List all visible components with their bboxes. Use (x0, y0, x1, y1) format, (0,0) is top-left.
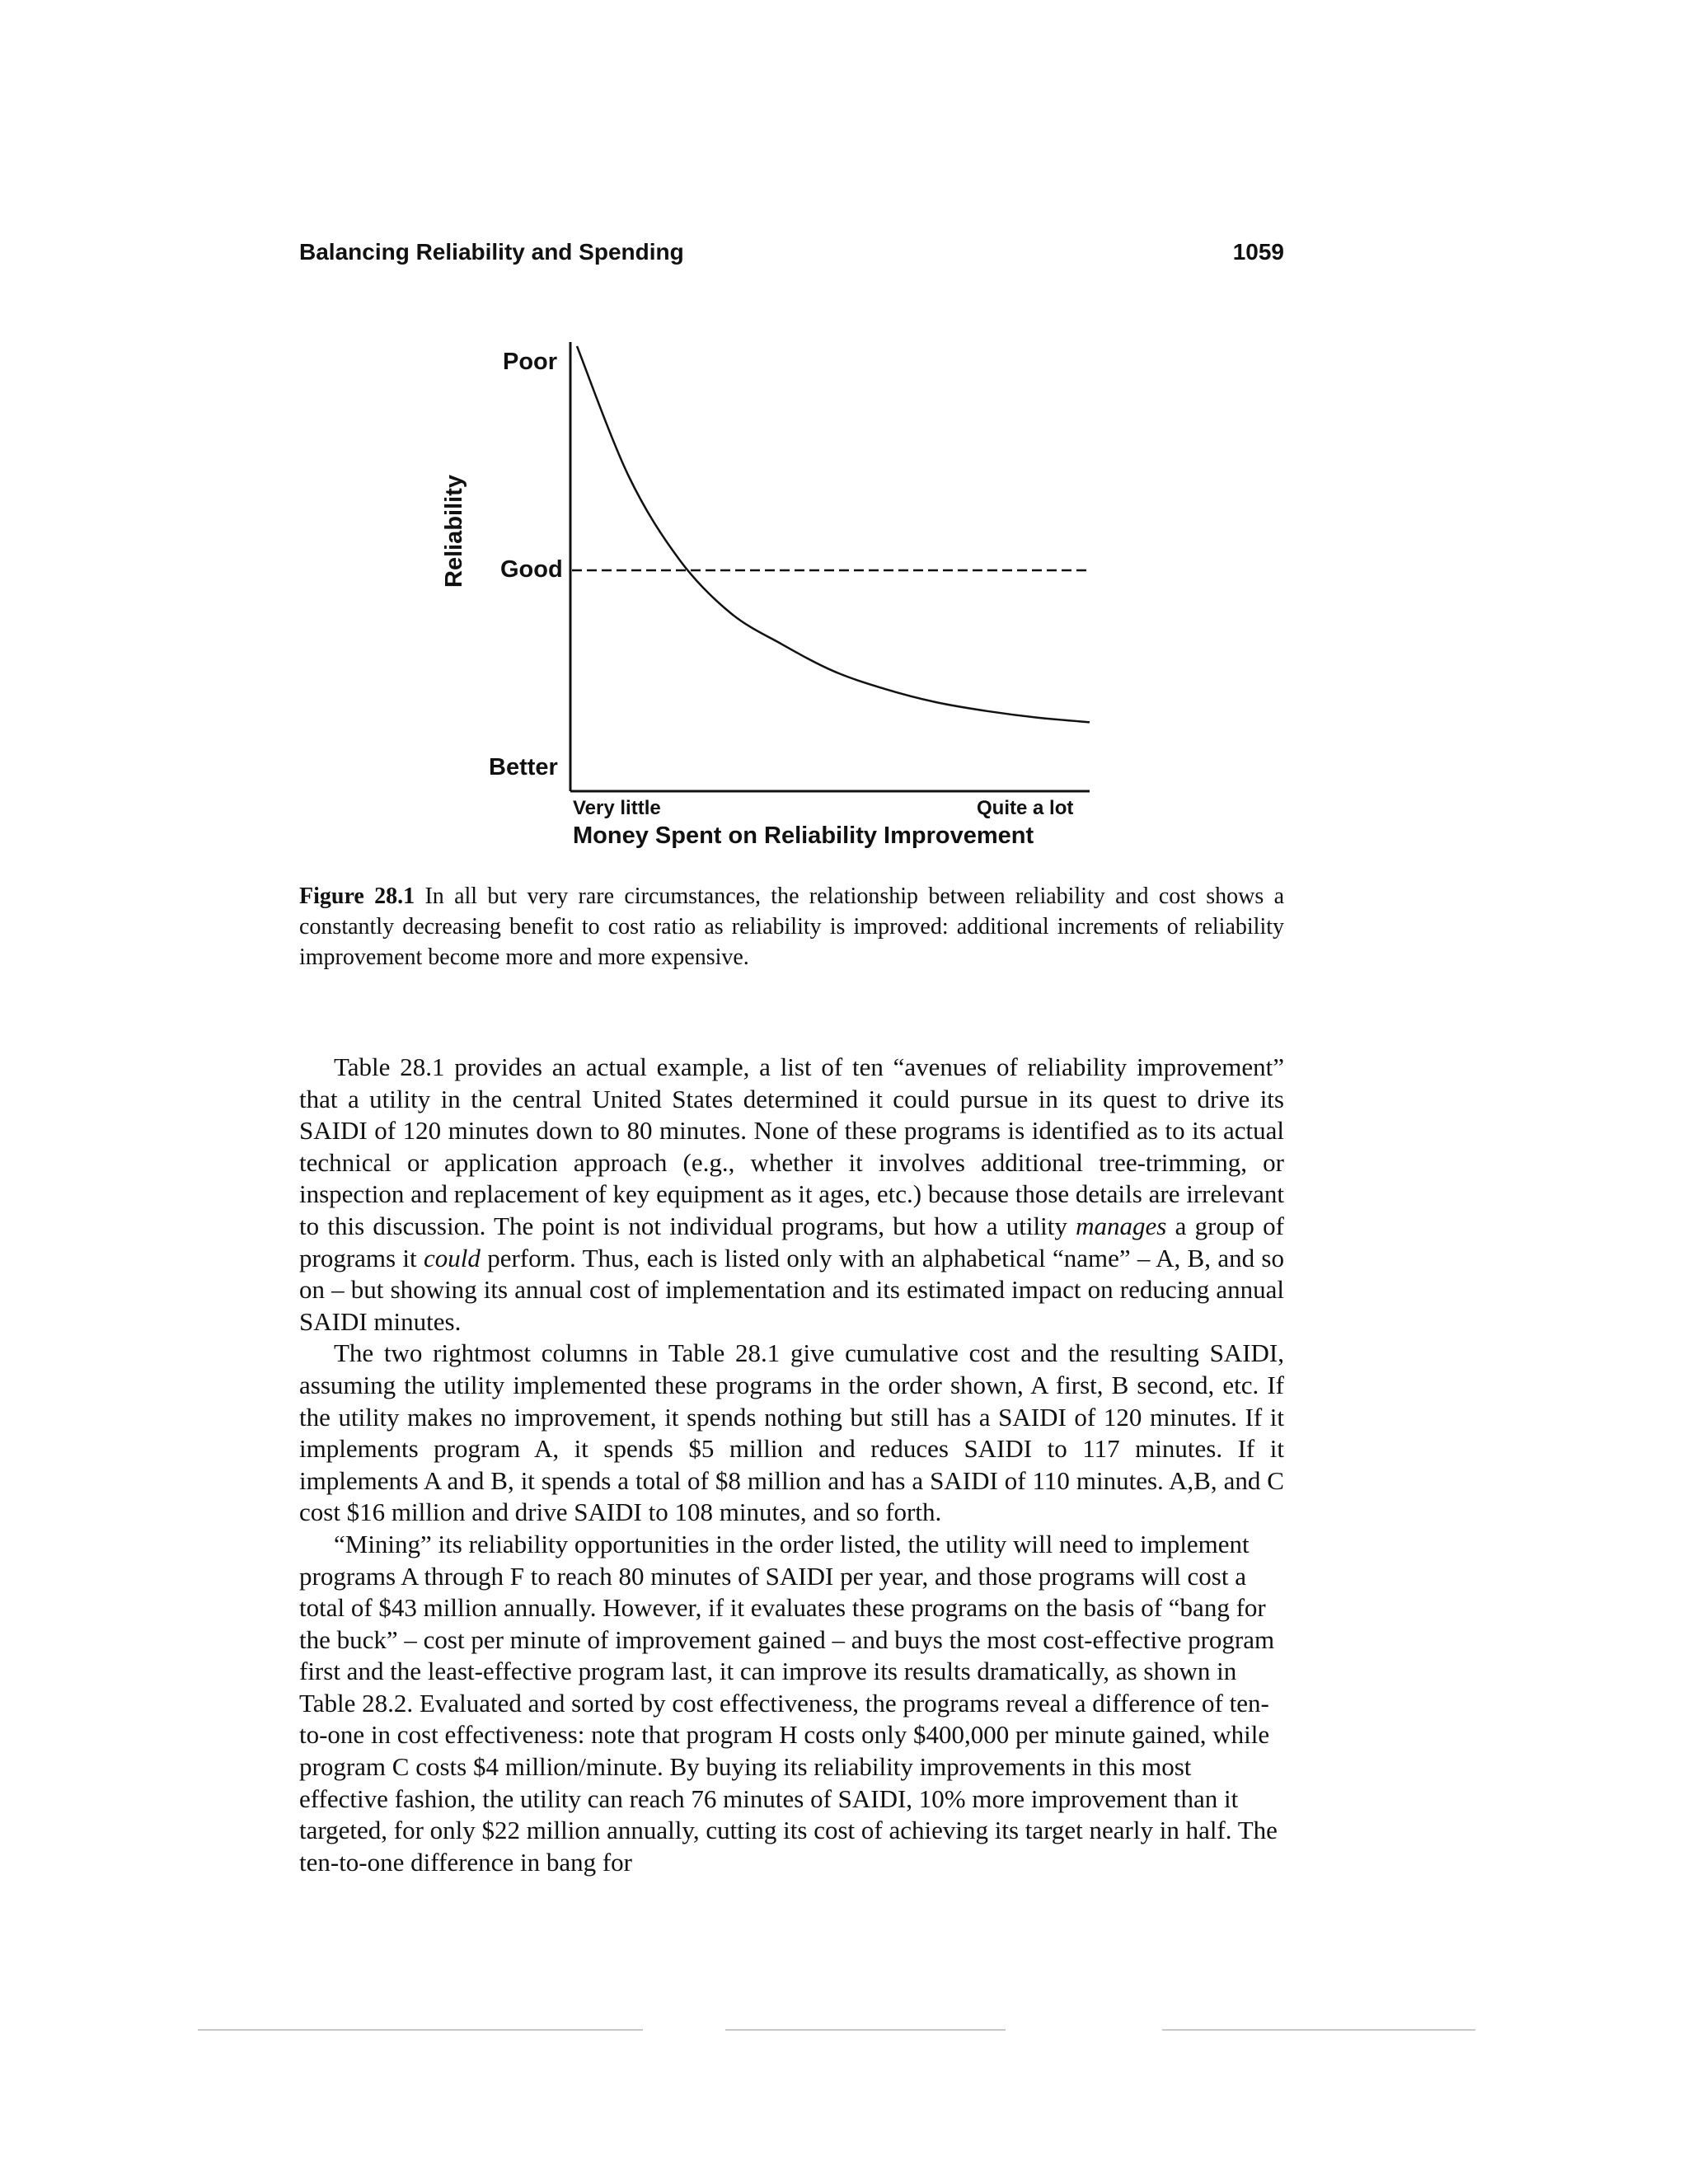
y-level-poor: Poor (503, 349, 558, 375)
emphasis-manages: manages (1076, 1211, 1167, 1240)
scan-artifact-line (198, 2029, 643, 2031)
y-level-better: Better (489, 754, 558, 780)
figure-caption (299, 881, 1284, 972)
caption-text: In all but very rare circumstances, the relationship between reliability and cost shows a constantly decreasing benefit to cost ratio as reliability is improved: additional increments of reliability improvement become more and more expensive. (299, 883, 1285, 970)
page-number: 1059 (1232, 239, 1284, 265)
figure-28-1 (412, 326, 1137, 869)
paragraph-1 (299, 1052, 1284, 1338)
scan-artifact-line (725, 2029, 1006, 2031)
page-header (299, 239, 1284, 272)
paragraph-1-part-c: perform. Thus, each is listed only with an alphabetical “name” – A, B, and so on – but showing its annual cost of implementation and its estimated impact on reducing annual SAIDI minutes. (299, 1243, 1284, 1336)
x-axis-label: Money Spent on Reliability Improvement (573, 823, 1034, 849)
scan-artifact-line (1162, 2029, 1475, 2031)
running-title: Balancing Reliability and Spending (299, 239, 684, 265)
x-tick-high: Quite a lot (977, 797, 1074, 819)
reliability-cost-chart (412, 326, 1137, 869)
paragraph-2: The two rightmost columns in Table 28.1 give cumulative cost and the resulting SAIDI, assuming the utility implemented these programs in the order shown, A first, B second, etc. If the utility makes no improvement, it spends nothing but still has a SAIDI of 120 minutes. If it implements program A, it spends $5 million and reduces SAIDI to 117 minutes. If it implements A and B, it spends a total of $8 million and has a SAIDI of 110 minutes. A,B, and C cost $16 million and drive SAIDI to 108 minutes, and so forth. (299, 1338, 1284, 1527)
paragraph-3: “Mining” its reliability opportunities in the order listed, the utility will need to implement programs A through F to reach 80 minutes of SAIDI per year, and those programs will cost a total of $43 million annually. However, if it evaluates these programs on the basis of “bang for the buck” – cost per minute of improvement gained – and buys the most cost-effective program first and the least-effective program last, it can improve its results dramatically, as shown in Table 28.2. Evaluated and sorted by cost effectiveness, the programs reveal a difference of ten-to-one in cost effectiveness: note that program H costs only $400,000 per minute gained, while program C costs $4 million/minute. By buying its reliability improvements in this most effective fashion, the utility can reach 76 minutes of SAIDI, 10% more improvement than it targeted, for only $22 million annually, cutting its cost of achieving its target nearly in half. The ten-to-one difference in bang for (299, 1529, 1278, 1877)
paragraph-1-part-a: Table 28.1 provides an actual example, a list of ten “avenues of reliability improvement” that a utility in the central United States determined it could pursue in its quest to drive its SAIDI of 120 minutes down to 80 minutes. None of these programs is identified as to its actual technical or application approach (e.g., whether it involves additional tree-trimming, or inspection and replacement of key equipment as it ages, etc.) because those details are irrelevant to this discussion. The point is not individual programs, but how a utility (299, 1052, 1284, 1240)
y-axis-label: Reliability (441, 475, 467, 588)
caption-label: Figure 28.1 (299, 883, 415, 909)
emphasis-could: could (424, 1243, 481, 1272)
y-level-good: Good (500, 556, 563, 583)
paragraph-1-part-b: a group of programs it (299, 1211, 1284, 1272)
reliability-cost-curve (577, 346, 1090, 722)
body-text (299, 1052, 1284, 1878)
x-tick-low: Very little (573, 797, 661, 819)
